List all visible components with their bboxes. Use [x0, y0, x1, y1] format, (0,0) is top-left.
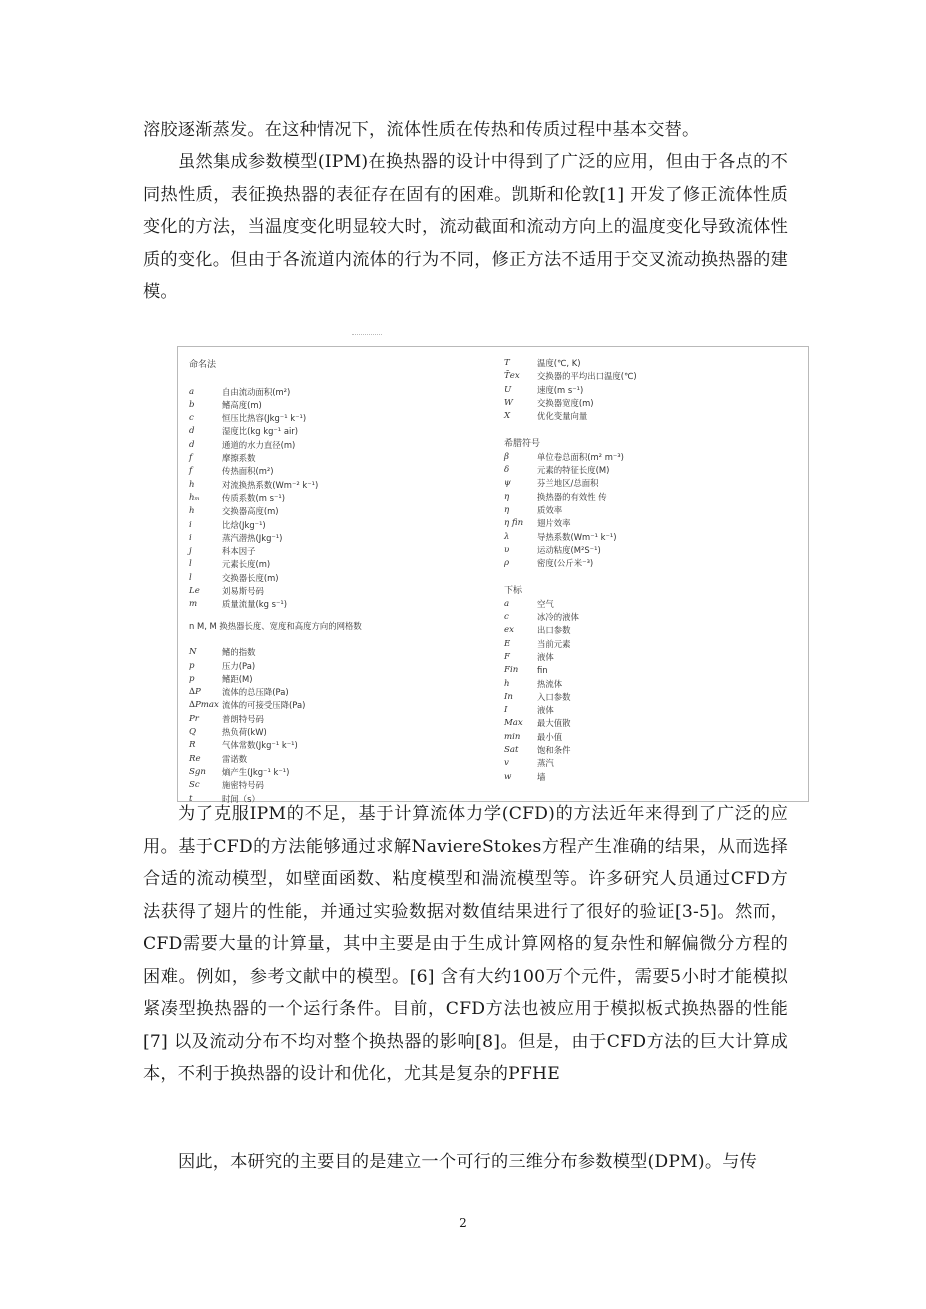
symbol: β	[504, 451, 509, 462]
nomenclature-row	[189, 425, 499, 438]
symbol: ex	[504, 625, 514, 636]
nomenclature-row	[504, 664, 804, 677]
nomenclature-row	[189, 673, 499, 686]
symbol: W	[504, 397, 513, 408]
definition: 液体	[537, 651, 554, 662]
symbol: Q	[189, 727, 197, 738]
nomenclature-row	[504, 517, 804, 530]
symbol: d	[189, 439, 195, 450]
symbol: Sat	[504, 745, 519, 756]
nomenclature-row	[504, 651, 804, 664]
nomenclature-row	[504, 451, 804, 464]
definition: 摩擦系数	[222, 453, 256, 464]
symbol: N	[189, 647, 197, 658]
nomenclature-row	[504, 384, 804, 397]
symbol: Re	[189, 753, 201, 764]
definition: 芬兰地区/总面积	[537, 478, 599, 489]
symbol: η fin	[504, 518, 524, 529]
symbol: a	[189, 386, 195, 397]
nomenclature-row	[504, 731, 804, 744]
nomenclature-row	[189, 452, 499, 465]
symbol: c	[504, 612, 509, 623]
symbol: m	[189, 599, 198, 610]
symbol: b	[189, 399, 195, 410]
symbol: h	[189, 479, 195, 490]
nomenclature-row	[504, 531, 804, 544]
nomenclature-row	[189, 739, 499, 752]
symbol: T̄ex	[504, 371, 520, 382]
symbol: ψ	[504, 478, 511, 489]
symbol: Le	[189, 586, 200, 597]
nomenclature-row	[504, 678, 804, 691]
definition: 压力(Pa)	[222, 660, 256, 671]
nomenclature-row	[189, 713, 499, 726]
definition: 湿度比(kg kg⁻¹ air)	[222, 426, 298, 437]
definition: 运动粘度(M²S⁻¹)	[537, 544, 601, 555]
symbol: U	[504, 384, 512, 395]
nomenclature-row	[504, 504, 804, 517]
nomenclature-row	[504, 624, 804, 637]
page-number: 2	[459, 1216, 467, 1230]
nomenclature-row	[504, 544, 804, 557]
nomenclature-row	[504, 638, 804, 651]
symbol: p	[189, 673, 195, 684]
definition: 流体的总压降(Pa)	[222, 687, 289, 698]
definition: 对流换热系数(Wm⁻² k⁻¹)	[222, 479, 319, 490]
definition: 温度(℃, K)	[537, 358, 581, 368]
nomenclature-row	[189, 479, 499, 492]
nomenclature-row	[189, 519, 499, 532]
nomenclature-row	[189, 726, 499, 739]
nomenclature-row	[189, 572, 499, 585]
nomenclature-row	[504, 397, 804, 410]
symbol: f	[189, 466, 193, 477]
nomenclature-title: 命名法	[189, 360, 217, 370]
definition: 入口参数	[537, 691, 571, 702]
nomenclature-row	[504, 491, 804, 504]
nomenclature-row	[189, 439, 499, 452]
definition: 墙	[537, 771, 546, 782]
symbol: l	[189, 559, 192, 570]
definition: 空气	[537, 598, 554, 609]
symbol: υ	[504, 544, 510, 555]
symbol: Sgn	[189, 766, 206, 777]
definition: 最大值散	[537, 718, 571, 729]
definition: 自由流动面积(m²)	[222, 386, 291, 397]
definition: 交换器高度(m)	[222, 506, 279, 517]
definition: 当前元素	[537, 638, 571, 649]
definition: 交换器的平均出口温度(℃)	[537, 371, 637, 382]
symbol: ∆P	[189, 687, 201, 698]
definition: 速度(m s⁻¹)	[537, 384, 584, 395]
greek-symbols-title: 希腊符号	[504, 438, 541, 449]
symbol: λ	[504, 531, 510, 542]
symbol: ρ	[504, 558, 510, 569]
nomenclature-row	[189, 558, 499, 571]
nomenclature-row	[504, 464, 804, 477]
definition: 质效率	[537, 504, 563, 515]
symbol: F	[504, 651, 510, 662]
symbol: d	[189, 426, 195, 437]
symbol: h	[189, 506, 195, 517]
nomenclature-row	[189, 412, 499, 425]
nomenclature-row	[504, 611, 804, 624]
symbol: T	[504, 358, 510, 368]
symbol: l	[189, 572, 192, 583]
definition: 蒸汽潜热(Jkg⁻¹)	[222, 532, 283, 543]
nomenclature-row	[504, 598, 804, 611]
nomenclature-row	[504, 357, 804, 370]
nomenclature-row	[189, 399, 499, 412]
paragraph-2: 虽然集成参数模型(IPM)在换热器的设计中得到了广泛的应用，但由于各点的不同热性质，表征换热器的表征存在固有的困难。凯斯和伦敦[1] 开发了修正流体性质变化的方法，当温度变化明显较大时，流动截面和流动方向上的温度变化导致流体性质的变化。但由于各流道内流体的行为不同，修正方法不适用于交叉流动换热器的建模。	[143, 152, 788, 302]
definition: 通道的水力直径(m)	[222, 439, 296, 450]
definition: 流体的可接受压降(Pa)	[222, 700, 306, 711]
nomenclature-row	[504, 557, 804, 570]
definition: 元素的特征长度(M)	[537, 465, 610, 476]
definition: 气体常数(Jkg⁻¹ k⁻¹)	[222, 740, 298, 751]
symbol: In	[504, 691, 513, 702]
nomenclature-row	[189, 699, 499, 712]
symbol: v	[504, 758, 509, 769]
nomenclature-row	[189, 646, 499, 659]
definition: 时间（s）	[222, 793, 260, 804]
divider-mark	[352, 334, 382, 335]
symbol: i	[189, 519, 192, 530]
symbol: R	[189, 740, 196, 751]
nomenclature-row	[189, 505, 499, 518]
definition: 普朗特号码	[222, 713, 264, 724]
symbol: η	[504, 491, 510, 502]
definition: 出口参数	[537, 625, 571, 636]
definition: 鳍距(M)	[222, 673, 253, 684]
nomenclature-row	[504, 744, 804, 757]
symbol: X	[504, 411, 511, 422]
symbol: hₘ	[189, 492, 200, 503]
nomenclature-row	[504, 370, 804, 383]
symbol: h	[504, 678, 510, 689]
definition: 液体	[537, 705, 554, 716]
paragraph-1: 溶胶逐渐蒸发。在这种情况下，流体性质在传热和传质过程中基本交替。	[143, 120, 700, 140]
nomenclature-row	[504, 704, 804, 717]
definition: 鳍高度(m)	[222, 399, 262, 410]
definition: 元素长度(m)	[222, 559, 271, 570]
nomenclature-row	[189, 492, 499, 505]
symbol: f	[189, 453, 193, 464]
definition: 饱和条件	[537, 745, 571, 756]
definition: 恒压比热容(Jkg⁻¹ k⁻¹)	[222, 413, 307, 424]
symbol: Pr	[189, 713, 199, 724]
nomenclature-row	[189, 766, 499, 779]
nomenclature-row	[189, 585, 499, 598]
greek-symbol-list	[504, 451, 804, 571]
nomenclature-row	[504, 757, 804, 770]
definition: 鳍的指数	[222, 647, 256, 658]
symbol: j	[189, 546, 192, 557]
definition: 刘易斯号码	[222, 586, 264, 597]
nomenclature-row	[189, 660, 499, 673]
symbol: η	[504, 504, 510, 515]
nomenclature-row	[189, 779, 499, 792]
nomenclature-table	[177, 346, 809, 802]
symbol: ∆Pmax	[189, 700, 219, 711]
paragraph-3: 为了克服IPM的不足，基于计算流体力学(CFD)的方法近年来得到了广泛的应用。基于CFD的方法能够通过求解NaviereStokes方程产生准确的结果，从而选择合适的流动模型，如壁面函数、粘度模型和湍流模型等。许多研究人员通过CFD方法获得了翅片的性能，并通过实验数据对数值结果进行了很好的验证[3-5]。然而，CFD需要大量的计算量，其中主要是由于生成计算网格的复杂性和解偏微分方程的困难。例如，参考文献中的模型。[6] 含有大约100万个元件，需要5小时才能模拟紧凑型换热器的一个运行条件。目前，CFD方法也被应用于模拟板式换热器的性能[7] 以及流动分布不均对整个换热器的影响[8]。但是，由于CFD方法的巨大计算成本，不利于换热器的设计和优化，尤其是复杂的PFHE	[143, 804, 788, 1084]
definition: 换热器的有效性 传	[537, 491, 607, 502]
nomenclature-row	[189, 753, 499, 766]
definition: 比焓(Jkg⁻¹)	[222, 519, 266, 530]
nomenclature-row	[504, 717, 804, 730]
definition: 导热系数(Wm⁻¹ k⁻¹)	[537, 531, 617, 542]
symbol: c	[189, 413, 194, 424]
symbol: a	[504, 598, 510, 609]
nomenclature-right-column	[504, 357, 804, 784]
definition: 熵产生(Jkg⁻¹ k⁻¹)	[222, 766, 290, 777]
grid-count-line: n M, M 换热器长度、宽度和高度方向的网格数	[189, 620, 362, 631]
nomenclature-row	[189, 545, 499, 558]
subscripts-title: 下标	[504, 585, 523, 596]
definition: 优化变量向量	[537, 411, 588, 422]
definition: 传质系数(m s⁻¹)	[222, 492, 285, 503]
definition: 科本因子	[222, 546, 256, 557]
symbol: Max	[504, 718, 523, 729]
nomenclature-row	[189, 532, 499, 545]
symbol-list-1	[189, 386, 499, 612]
symbol: t	[189, 793, 193, 804]
symbol: I	[504, 705, 508, 716]
definition: 最小值	[537, 731, 563, 742]
definition: 热负荷(kW)	[222, 727, 267, 738]
definition: 密度(公斤米⁻³)	[537, 558, 594, 569]
nomenclature-row	[189, 386, 499, 399]
definition: 翅片效率	[537, 518, 571, 529]
nomenclature-left-column	[189, 359, 499, 806]
symbol-list-2	[189, 646, 499, 806]
nomenclature-row	[504, 410, 804, 423]
symbol-list-3	[504, 357, 804, 423]
nomenclature-row	[189, 598, 499, 611]
symbol: E	[504, 638, 511, 649]
definition: 热流体	[537, 678, 563, 689]
definition: 单位卷总面积(m² m⁻³)	[537, 451, 624, 462]
symbol: Fin	[504, 665, 519, 676]
definition: 施密特号码	[222, 780, 264, 791]
nomenclature-row	[189, 686, 499, 699]
definition: 蒸汽	[537, 758, 554, 769]
subscript-list	[504, 598, 804, 784]
definition: 传热面积(m²)	[222, 466, 274, 477]
nomenclature-row	[189, 465, 499, 478]
definition: 交换器长度(m)	[222, 572, 279, 583]
symbol: p	[189, 660, 195, 671]
definition: 冰冷的液体	[537, 612, 579, 623]
definition: 质量流量(kg s⁻¹)	[222, 599, 288, 610]
paragraph-4: 因此，本研究的主要目的是建立一个可行的三维分布参数模型(DPM)。与传	[178, 1152, 757, 1172]
symbol: Sc	[189, 780, 200, 791]
symbol: w	[504, 771, 512, 782]
definition: 交换器宽度(m)	[537, 397, 594, 408]
nomenclature-row	[504, 771, 804, 784]
nomenclature-row	[504, 477, 804, 490]
symbol: min	[504, 731, 521, 742]
definition: 雷诺数	[222, 753, 248, 764]
definition: fin	[537, 665, 548, 676]
symbol: i	[189, 532, 192, 543]
nomenclature-row	[504, 691, 804, 704]
symbol: δ	[504, 465, 510, 476]
